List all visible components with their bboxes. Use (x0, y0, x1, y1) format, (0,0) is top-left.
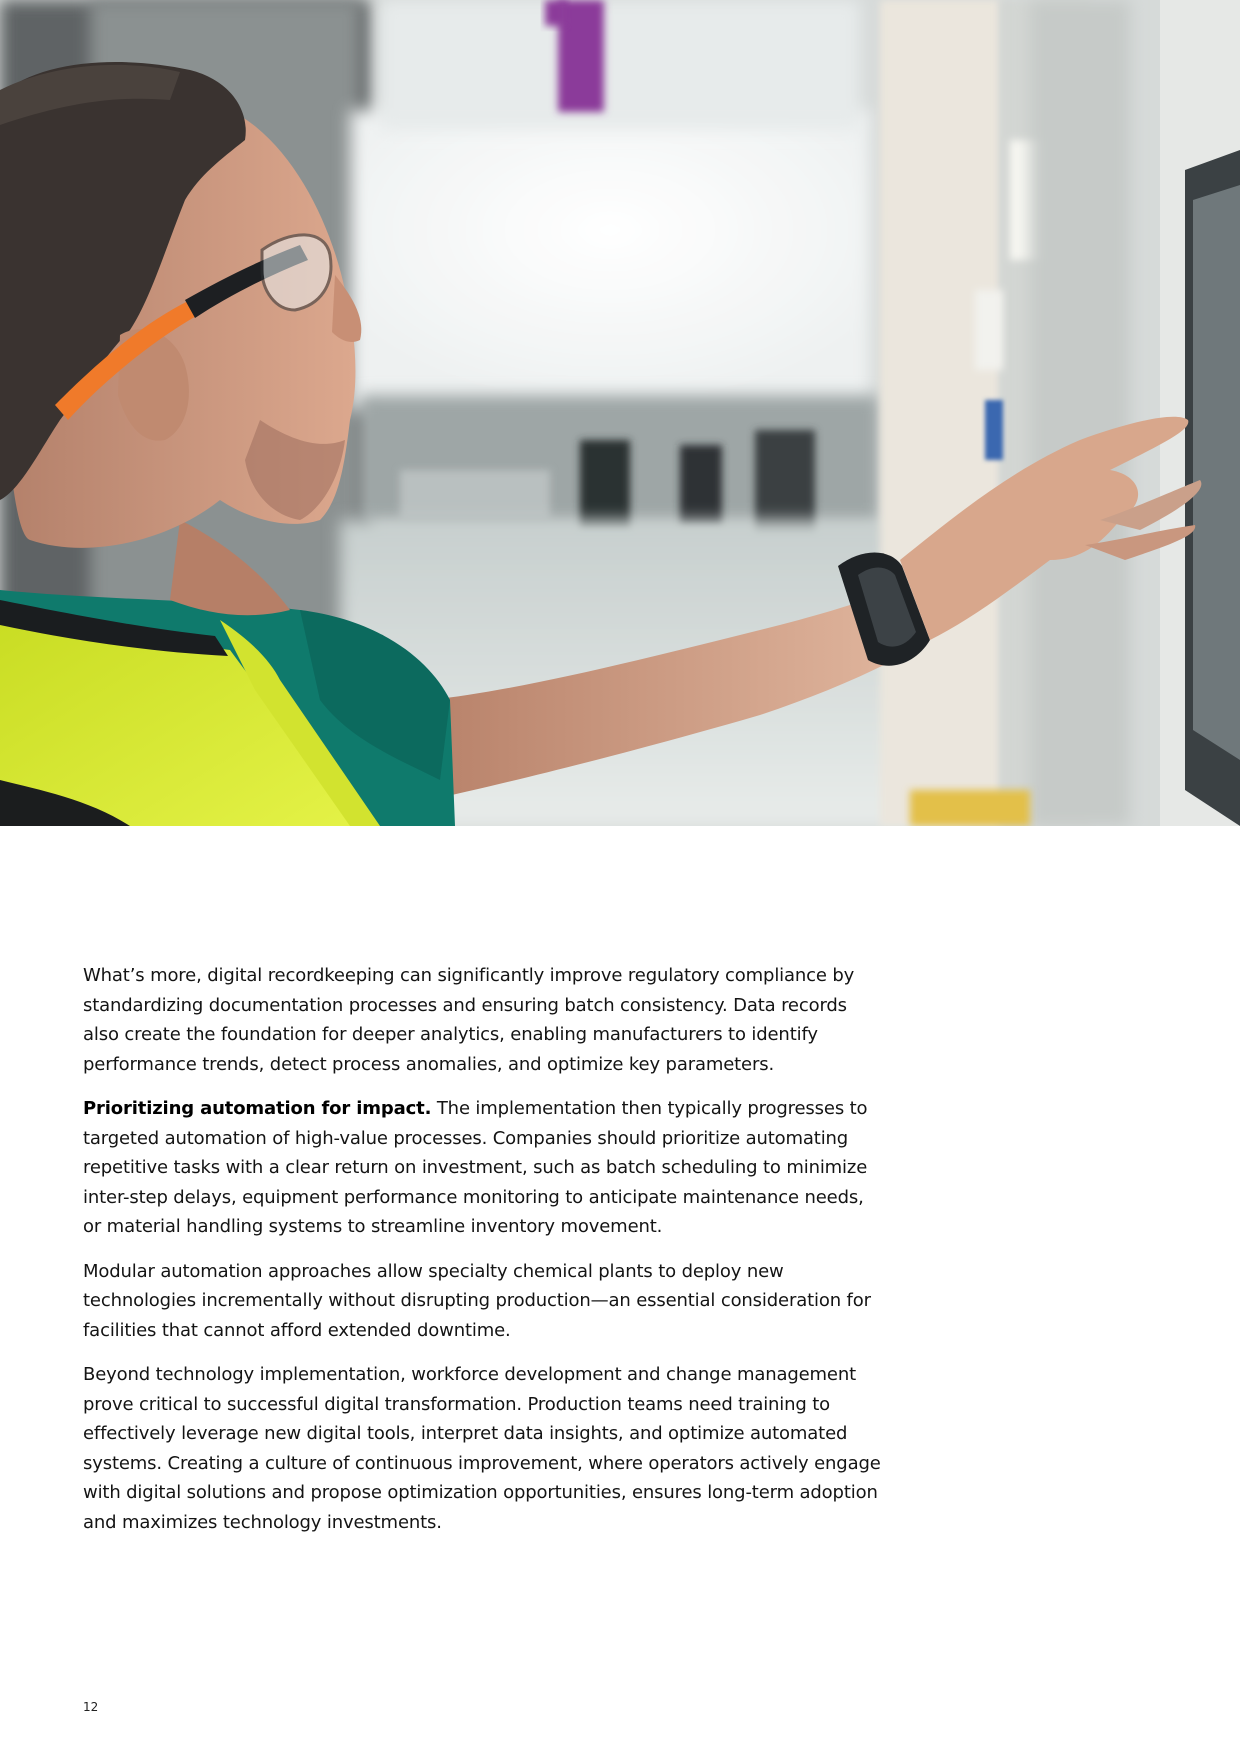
paragraph-text: Modular automation approaches allow specialty chemical plants to deploy new technologies incrementally without disrupting production—an essential consideration for facilities that cannot afford extended downtime. (83, 1260, 871, 1341)
paragraph-workforce-development (83, 1360, 883, 1537)
article-body (83, 961, 883, 1552)
paragraph-recordkeeping (83, 961, 883, 1079)
paragraph-prioritizing-automation (83, 1094, 883, 1242)
hero-photo (0, 0, 1240, 826)
page-number: 12 (83, 1700, 99, 1714)
paragraph-text: Beyond technology implementation, workforce development and change management prove critical to successful digital transformation. Production teams need training to effectively leverage new digital tools, interpret data insights, and optimize automated systems. Creating a culture of continuous improvement, where operators actively engage with digital solutions and propose optimization opportunities, ensures long-term adoption and maximizes technology investments. (83, 1364, 881, 1533)
hero-illustration (0, 0, 1240, 826)
paragraph-lead: Prioritizing automation for impact. (83, 1098, 432, 1119)
paragraph-modular-automation (83, 1257, 883, 1346)
paragraph-text: What’s more, digital recordkeeping can significantly improve regulatory compliance by standardizing documentation processes and ensuring batch consistency. Data records also create the foundation for deeper analytics, enabling manufacturers to identify performance trends, detect process anomalies, and optimize key parameters. (83, 965, 855, 1075)
paragraph-text: The implementation then typically progresses to targeted automation of high-value processes. Companies should prioritize automating repetitive tasks with a clear return on investment, such as batch scheduling to minimize inter-step delays, equipment performance monitoring to anticipate maintenance needs, or material handling systems to streamline inventory movement. (83, 1098, 868, 1237)
